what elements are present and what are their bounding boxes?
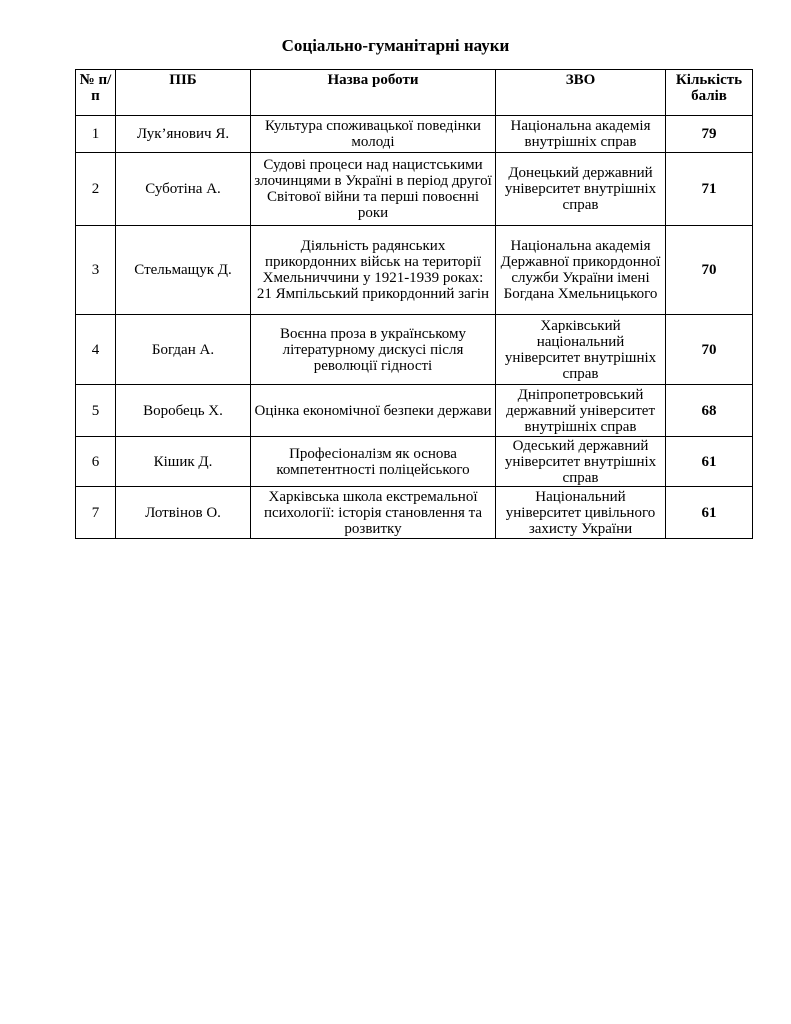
table-row	[76, 487, 753, 539]
header-work: Назва роботи	[251, 70, 496, 116]
header-org: ЗВО	[496, 70, 666, 116]
cell-work: Оцінка економічної безпеки держави	[251, 385, 496, 437]
header-name: ПІБ	[116, 70, 251, 116]
cell-score: 70	[666, 226, 753, 315]
cell-num: 1	[76, 116, 116, 153]
cell-work: Судові процеси над нацистськими злочинцями в Україні в період другої Світової війни та перші повоєнні роки	[251, 153, 496, 226]
table-header-row	[76, 70, 753, 116]
results-table	[75, 69, 753, 539]
cell-work: Культура споживацької поведінки молоді	[251, 116, 496, 153]
cell-org: Харківський національний університет внутрішніх справ	[496, 315, 666, 385]
cell-name: Богдан А.	[116, 315, 251, 385]
cell-score: 61	[666, 487, 753, 539]
header-score: Кількість балів	[666, 70, 753, 116]
cell-name: Лук’янович Я.	[116, 116, 251, 153]
cell-org: Національна академія Державної прикордонної служби України імені Богдана Хмельницького	[496, 226, 666, 315]
cell-work: Діяльність радянських прикордонних військ на території Хмельниччини у 1921-1939 роках: 21 Ямпільський прикордонний загін	[251, 226, 496, 315]
table-row	[76, 153, 753, 226]
cell-name: Воробець Х.	[116, 385, 251, 437]
table-row	[76, 116, 753, 153]
table-row	[76, 315, 753, 385]
cell-work: Воєнна проза в українському літературному дискусі після революції гідності	[251, 315, 496, 385]
cell-num: 2	[76, 153, 116, 226]
cell-org: Донецький державний університет внутрішніх справ	[496, 153, 666, 226]
cell-score: 79	[666, 116, 753, 153]
table-row	[76, 385, 753, 437]
cell-org: Національний університет цивільного захисту України	[496, 487, 666, 539]
cell-org: Дніпропетровський державний університет внутрішніх справ	[496, 385, 666, 437]
cell-name: Стельмащук Д.	[116, 226, 251, 315]
table-row	[76, 437, 753, 487]
cell-score: 70	[666, 315, 753, 385]
cell-score: 61	[666, 437, 753, 487]
cell-name: Лотвінов О.	[116, 487, 251, 539]
cell-score: 68	[666, 385, 753, 437]
page-title: Соціально-гуманітарні науки	[281, 36, 510, 55]
cell-num: 4	[76, 315, 116, 385]
cell-work: Професіоналізм як основа компетентності поліцейського	[251, 437, 496, 487]
cell-num: 3	[76, 226, 116, 315]
cell-name: Кішик Д.	[116, 437, 251, 487]
cell-name: Суботіна А.	[116, 153, 251, 226]
cell-num: 6	[76, 437, 116, 487]
table-row	[76, 226, 753, 315]
cell-org: Одеський державний університет внутрішніх справ	[496, 437, 666, 487]
cell-num: 5	[76, 385, 116, 437]
cell-num: 7	[76, 487, 116, 539]
header-num: № п/п	[76, 70, 116, 116]
cell-work: Харківська школа екстремальної психології: історія становлення та розвитку	[251, 487, 496, 539]
cell-score: 71	[666, 153, 753, 226]
cell-org: Національна академія внутрішніх справ	[496, 116, 666, 153]
